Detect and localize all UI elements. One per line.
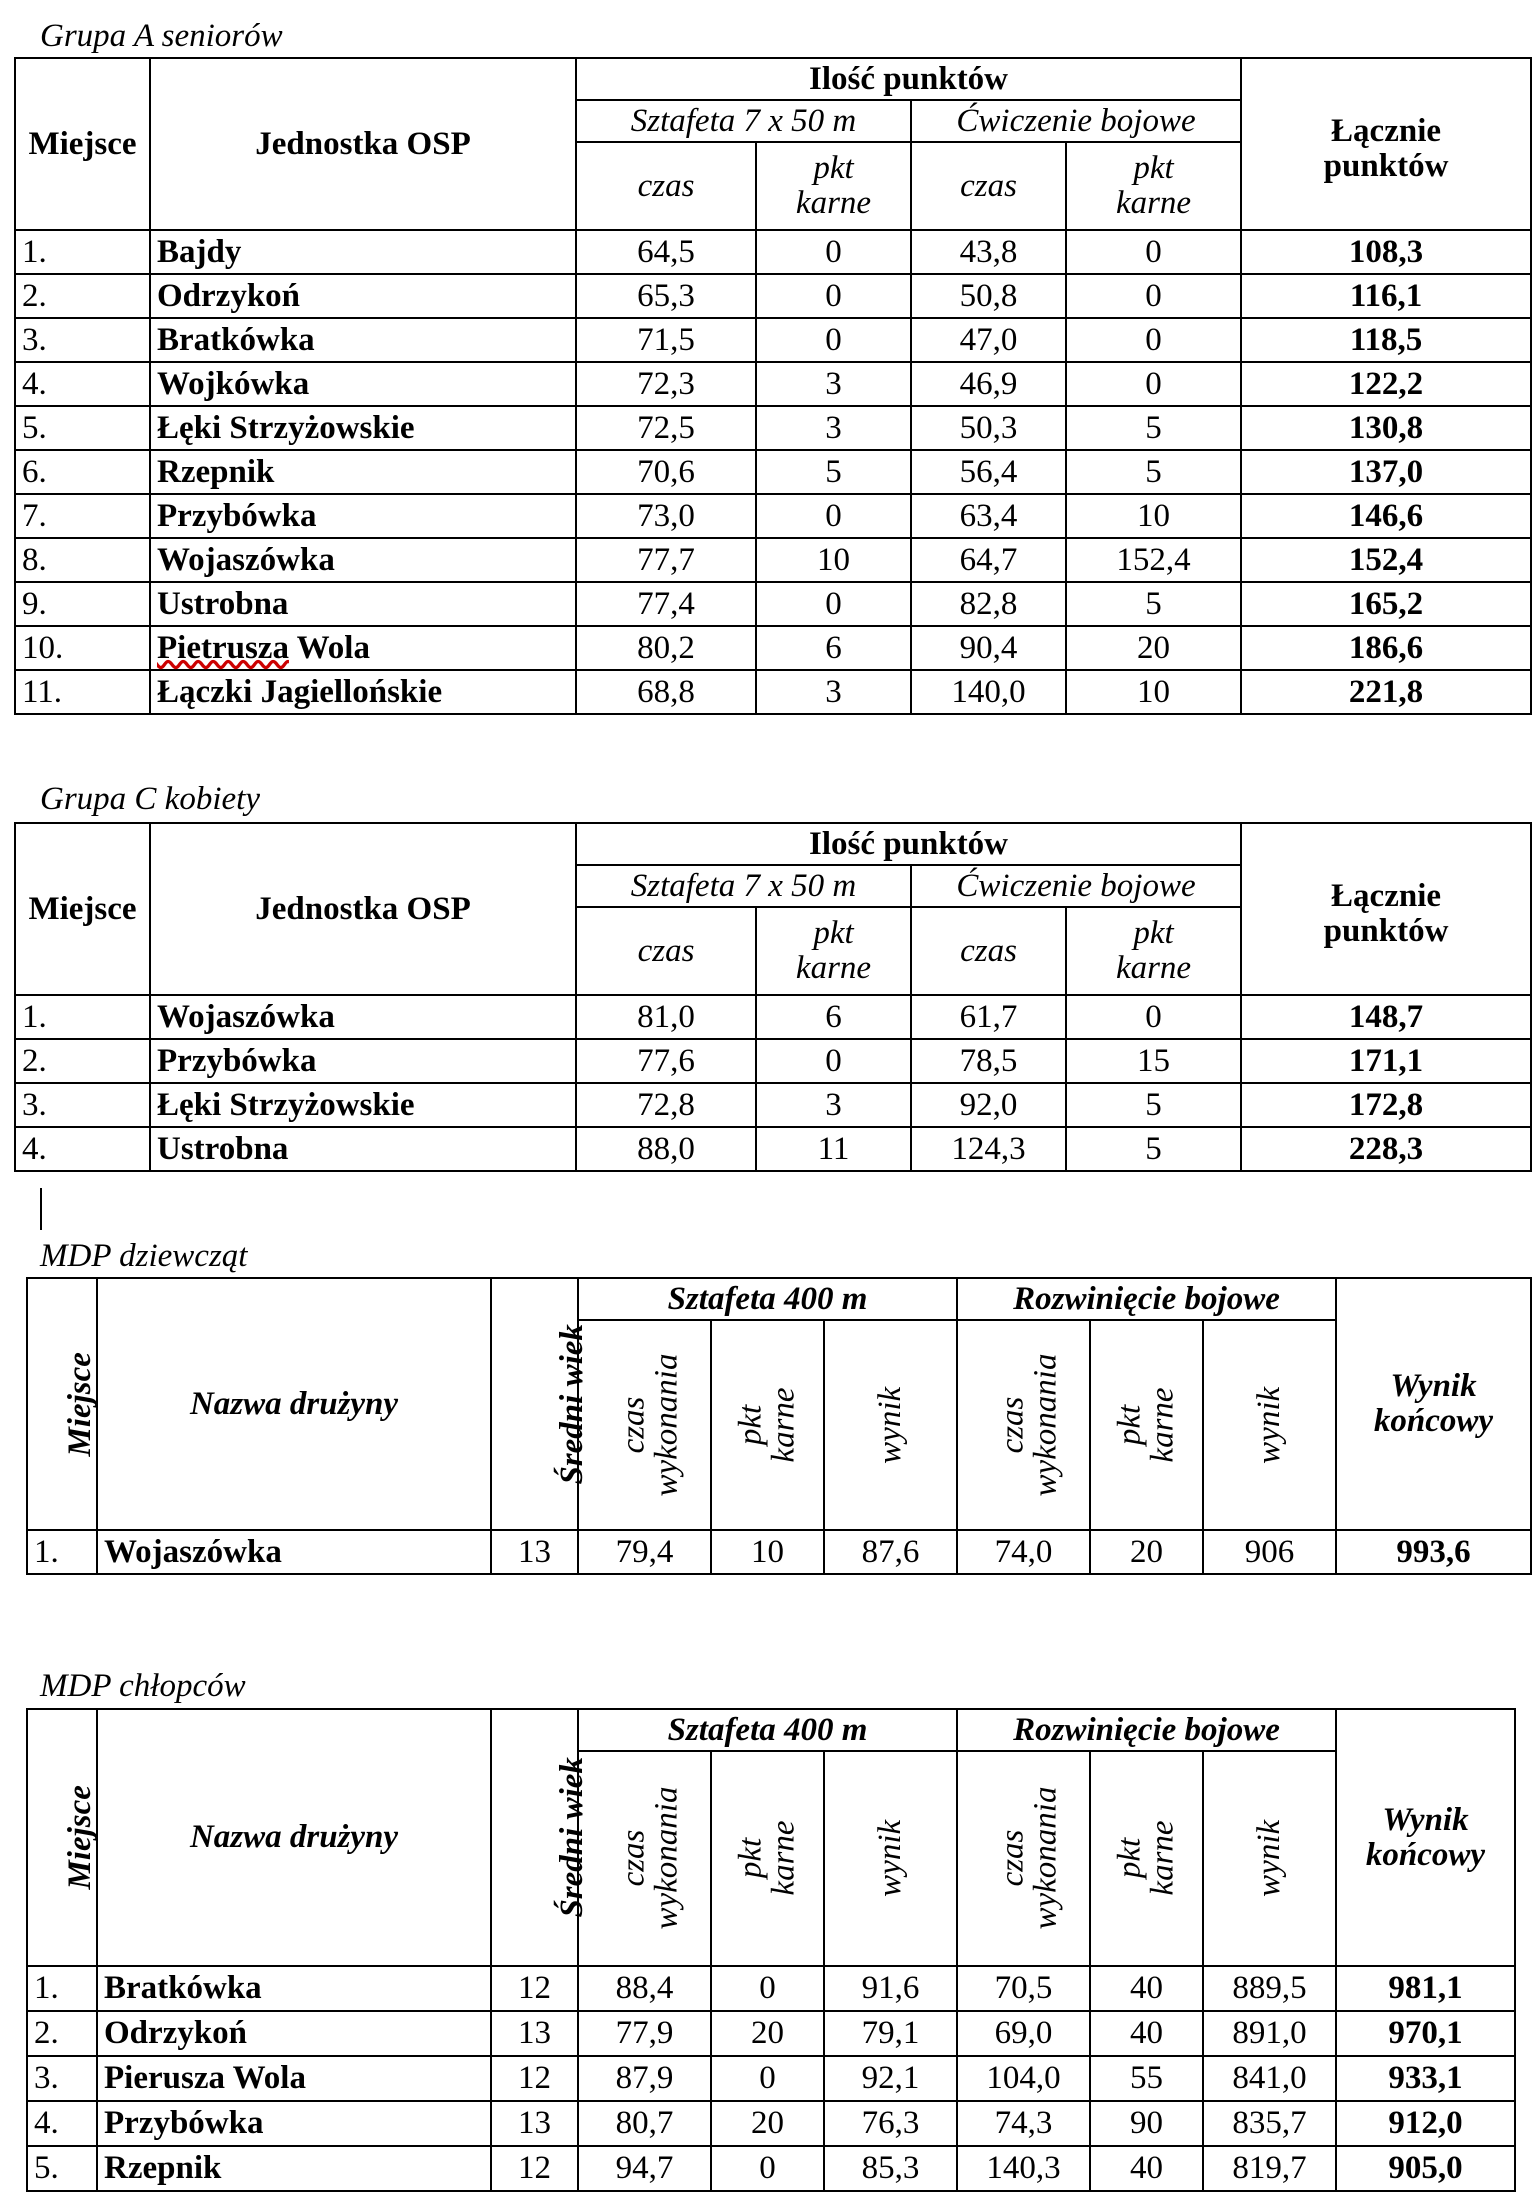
header-result: wynik [1203, 1751, 1336, 1966]
cell-p1: 3 [756, 362, 911, 406]
cell-place: 1. [15, 995, 150, 1039]
cell-total: 122,2 [1241, 362, 1531, 406]
cell-place: 4. [27, 2101, 97, 2146]
cell-t2: 140,0 [911, 670, 1066, 714]
header-penalty: pkt karne [1066, 907, 1241, 995]
cell-p1: 6 [756, 626, 911, 670]
cell-total: 137,0 [1241, 450, 1531, 494]
caption-mdp-boys: MDP chłopców [40, 1668, 246, 1704]
cell-p1: 0 [756, 1039, 911, 1083]
cell-t1: 88,0 [576, 1127, 756, 1171]
cell-p2: 0 [1066, 318, 1241, 362]
table-row [27, 2011, 1515, 2056]
header-result: wynik [824, 1751, 957, 1966]
cell-e1: 94,7 [578, 2146, 711, 2191]
cell-final: 970,1 [1336, 2011, 1515, 2056]
header-total: Łącznie punktów [1241, 823, 1531, 995]
mdp-girls-rows [27, 1530, 1531, 1574]
header-place: Miejsce [27, 1709, 97, 1966]
table-mdp-boys [26, 1708, 1516, 2192]
cell-w2: 819,7 [1203, 2146, 1336, 2191]
cell-total: 152,4 [1241, 538, 1531, 582]
cell-e1: 88,4 [578, 1966, 711, 2011]
cell-name: Bajdy [150, 230, 576, 274]
table-row [15, 494, 1531, 538]
header-age: Średni wiek [491, 1709, 578, 1966]
cell-e1: 79,4 [578, 1530, 711, 1574]
cell-t1: 77,7 [576, 538, 756, 582]
header-deploy: Rozwinięcie bojowe [957, 1278, 1336, 1320]
cell-p2: 0 [1066, 362, 1241, 406]
table-row [15, 582, 1531, 626]
table-row [15, 1127, 1531, 1171]
cell-total: 116,1 [1241, 274, 1531, 318]
cell-p1: 0 [756, 582, 911, 626]
cell-e1: 80,7 [578, 2101, 711, 2146]
cell-age: 12 [491, 2056, 578, 2101]
cell-t2: 90,4 [911, 626, 1066, 670]
header-deploy: Rozwinięcie bojowe [957, 1709, 1336, 1751]
cell-w1: 92,1 [824, 2056, 957, 2101]
cell-final: 905,0 [1336, 2146, 1515, 2191]
cell-k2: 40 [1090, 1966, 1203, 2011]
cell-t1: 68,8 [576, 670, 756, 714]
cell-p2: 5 [1066, 582, 1241, 626]
header-exercise: Ćwiczenie bojowe [911, 865, 1241, 907]
cell-k1: 20 [711, 2011, 824, 2056]
cell-place: 5. [15, 406, 150, 450]
cell-e2: 104,0 [957, 2056, 1090, 2101]
header-time: czas [576, 142, 756, 230]
table-row [27, 1966, 1515, 2011]
cell-k1: 10 [711, 1530, 824, 1574]
header-penalty: pkt karne [756, 907, 911, 995]
cell-t1: 72,5 [576, 406, 756, 450]
cell-t2: 63,4 [911, 494, 1066, 538]
text-cursor [40, 1188, 42, 1230]
table-group-a [14, 57, 1532, 715]
cell-t1: 71,5 [576, 318, 756, 362]
group-a-rows [15, 230, 1531, 714]
cell-t2: 92,0 [911, 1083, 1066, 1127]
table-row [15, 1083, 1531, 1127]
header-result: wynik [1203, 1320, 1336, 1530]
cell-t2: 43,8 [911, 230, 1066, 274]
cell-p1: 10 [756, 538, 911, 582]
header-time: czas [576, 907, 756, 995]
cell-name: Rzepnik [150, 450, 576, 494]
cell-place: 6. [15, 450, 150, 494]
header-penalty: pkt karne [1090, 1320, 1203, 1530]
table-row [27, 2056, 1515, 2101]
cell-place: 10. [15, 626, 150, 670]
cell-p2: 10 [1066, 494, 1241, 538]
cell-p1: 6 [756, 995, 911, 1039]
cell-name: Odrzykoń [97, 2011, 491, 2056]
cell-t1: 72,8 [576, 1083, 756, 1127]
cell-place: 1. [27, 1966, 97, 2011]
cell-name: Przybówka [150, 1039, 576, 1083]
cell-age: 13 [491, 2101, 578, 2146]
header-total: Łącznie punktów [1241, 58, 1531, 230]
cell-name: Przybówka [150, 494, 576, 538]
cell-p2: 5 [1066, 406, 1241, 450]
cell-total: 171,1 [1241, 1039, 1531, 1083]
cell-name: Odrzykoń [150, 274, 576, 318]
header-place: Miejsce [15, 58, 150, 230]
table-row [15, 538, 1531, 582]
table-row [15, 274, 1531, 318]
cell-e2: 74,3 [957, 2101, 1090, 2146]
cell-place: 2. [15, 1039, 150, 1083]
header-final: Wynik końcowy [1336, 1278, 1531, 1530]
cell-name: Wojaszówka [150, 995, 576, 1039]
table-row [15, 406, 1531, 450]
cell-p1: 3 [756, 1083, 911, 1127]
cell-t2: 124,3 [911, 1127, 1066, 1171]
cell-p2: 20 [1066, 626, 1241, 670]
header-result: wynik [824, 1320, 957, 1530]
cell-p2: 0 [1066, 995, 1241, 1039]
cell-name: Pierusza Wola [97, 2056, 491, 2101]
cell-final: 912,0 [1336, 2101, 1515, 2146]
cell-total: 118,5 [1241, 318, 1531, 362]
cell-name: Łęki Strzyżowskie [150, 406, 576, 450]
header-team: Nazwa drużyny [97, 1278, 491, 1530]
cell-total: 221,8 [1241, 670, 1531, 714]
cell-t2: 50,8 [911, 274, 1066, 318]
cell-place: 4. [15, 1127, 150, 1171]
table-mdp-girls [26, 1277, 1532, 1575]
cell-p1: 0 [756, 274, 911, 318]
cell-p1: 0 [756, 230, 911, 274]
cell-name: Łęki Strzyżowskie [150, 1083, 576, 1127]
caption-group-c: Grupa C kobiety [40, 781, 260, 817]
cell-k1: 0 [711, 2056, 824, 2101]
header-exec-time: czas wykonania [957, 1320, 1090, 1530]
cell-place: 1. [15, 230, 150, 274]
header-exec-time: czas wykonania [578, 1320, 711, 1530]
cell-e1: 87,9 [578, 2056, 711, 2101]
cell-p2: 5 [1066, 1083, 1241, 1127]
cell-place: 3. [15, 318, 150, 362]
table-row [15, 450, 1531, 494]
cell-name: Wojaszówka [150, 538, 576, 582]
cell-k1: 0 [711, 1966, 824, 2011]
cell-t1: 70,6 [576, 450, 756, 494]
cell-t2: 50,3 [911, 406, 1066, 450]
cell-t2: 56,4 [911, 450, 1066, 494]
cell-p2: 0 [1066, 274, 1241, 318]
cell-place: 3. [27, 2056, 97, 2101]
cell-name: Rzepnik [97, 2146, 491, 2191]
cell-name: Ustrobna [150, 582, 576, 626]
cell-age: 13 [491, 2011, 578, 2056]
cell-p1: 0 [756, 494, 911, 538]
cell-t2: 61,7 [911, 995, 1066, 1039]
cell-p2: 5 [1066, 450, 1241, 494]
cell-name: Wojaszówka [97, 1530, 491, 1574]
cell-t1: 65,3 [576, 274, 756, 318]
table-row [15, 995, 1531, 1039]
cell-w2: 841,0 [1203, 2056, 1336, 2101]
cell-place: 4. [15, 362, 150, 406]
caption-group-a: Grupa A seniorów [40, 18, 283, 54]
cell-w2: 891,0 [1203, 2011, 1336, 2056]
cell-name: Bratkówka [97, 1966, 491, 2011]
cell-final: 981,1 [1336, 1966, 1515, 2011]
cell-p2: 152,4 [1066, 538, 1241, 582]
cell-p1: 11 [756, 1127, 911, 1171]
cell-w1: 91,6 [824, 1966, 957, 2011]
cell-total: 108,3 [1241, 230, 1531, 274]
header-unit: Jednostka OSP [150, 823, 576, 995]
cell-t1: 80,2 [576, 626, 756, 670]
cell-place: 1. [27, 1530, 97, 1574]
cell-place: 2. [15, 274, 150, 318]
header-place: Miejsce [15, 823, 150, 995]
cell-t1: 81,0 [576, 995, 756, 1039]
cell-w1: 85,3 [824, 2146, 957, 2191]
cell-k2: 55 [1090, 2056, 1203, 2101]
header-time: czas [911, 142, 1066, 230]
cell-k1: 20 [711, 2101, 824, 2146]
cell-place: 2. [27, 2011, 97, 2056]
header-unit: Jednostka OSP [150, 58, 576, 230]
header-points: Ilość punktów [576, 823, 1241, 865]
cell-e2: 74,0 [957, 1530, 1090, 1574]
cell-age: 12 [491, 1966, 578, 2011]
caption-mdp-girls: MDP dziewcząt [40, 1238, 248, 1274]
table-row [15, 318, 1531, 362]
header-exercise: Ćwiczenie bojowe [911, 100, 1241, 142]
cell-p1: 5 [756, 450, 911, 494]
cell-total: 186,6 [1241, 626, 1531, 670]
cell-p2: 15 [1066, 1039, 1241, 1083]
cell-e2: 70,5 [957, 1966, 1090, 2011]
cell-t2: 82,8 [911, 582, 1066, 626]
cell-final: 993,6 [1336, 1530, 1531, 1574]
header-team: Nazwa drużyny [97, 1709, 491, 1966]
cell-age: 13 [491, 1530, 578, 1574]
table-row [15, 230, 1531, 274]
header-exec-time: czas wykonania [578, 1751, 711, 1966]
cell-total: 165,2 [1241, 582, 1531, 626]
cell-p1: 3 [756, 406, 911, 450]
cell-place: 9. [15, 582, 150, 626]
cell-name: Ustrobna [150, 1127, 576, 1171]
cell-e1: 77,9 [578, 2011, 711, 2056]
cell-w1: 87,6 [824, 1530, 957, 1574]
table-row [15, 626, 1531, 670]
cell-final: 933,1 [1336, 2056, 1515, 2101]
cell-t1: 73,0 [576, 494, 756, 538]
cell-name: Wojkówka [150, 362, 576, 406]
cell-place: 5. [27, 2146, 97, 2191]
cell-name: Przybówka [97, 2101, 491, 2146]
cell-t1: 72,3 [576, 362, 756, 406]
cell-total: 172,8 [1241, 1083, 1531, 1127]
table-row [15, 362, 1531, 406]
cell-place: 11. [15, 670, 150, 714]
header-penalty: pkt karne [711, 1320, 824, 1530]
header-exec-time: czas wykonania [957, 1751, 1090, 1966]
cell-total: 228,3 [1241, 1127, 1531, 1171]
cell-name: Bratkówka [150, 318, 576, 362]
cell-t2: 78,5 [911, 1039, 1066, 1083]
table-row [27, 2101, 1515, 2146]
cell-t1: 77,6 [576, 1039, 756, 1083]
cell-k2: 90 [1090, 2101, 1203, 2146]
cell-total: 130,8 [1241, 406, 1531, 450]
cell-t2: 47,0 [911, 318, 1066, 362]
cell-e2: 140,3 [957, 2146, 1090, 2191]
cell-total: 148,7 [1241, 995, 1531, 1039]
cell-w1: 79,1 [824, 2011, 957, 2056]
table-row [15, 670, 1531, 714]
header-age: Średni wiek [491, 1278, 578, 1530]
cell-k1: 0 [711, 2146, 824, 2191]
cell-w2: 835,7 [1203, 2101, 1336, 2146]
cell-w2: 889,5 [1203, 1966, 1336, 2011]
header-relay: Sztafeta 7 x 50 m [576, 100, 911, 142]
table-row [27, 2146, 1515, 2191]
header-place: Miejsce [27, 1278, 97, 1530]
cell-t2: 46,9 [911, 362, 1066, 406]
header-final: Wynik końcowy [1336, 1709, 1515, 1966]
cell-place: 8. [15, 538, 150, 582]
cell-w2: 906 [1203, 1530, 1336, 1574]
cell-name: Pietrusza Wola [150, 626, 576, 670]
header-relay-400: Sztafeta 400 m [578, 1278, 957, 1320]
header-time: czas [911, 907, 1066, 995]
cell-e2: 69,0 [957, 2011, 1090, 2056]
header-penalty: pkt karne [1066, 142, 1241, 230]
cell-k2: 20 [1090, 1530, 1203, 1574]
cell-t1: 64,5 [576, 230, 756, 274]
cell-p2: 10 [1066, 670, 1241, 714]
header-relay: Sztafeta 7 x 50 m [576, 865, 911, 907]
cell-name: Łączki Jagiellońskie [150, 670, 576, 714]
cell-place: 3. [15, 1083, 150, 1127]
cell-p2: 5 [1066, 1127, 1241, 1171]
cell-place: 7. [15, 494, 150, 538]
header-penalty: pkt karne [1090, 1751, 1203, 1966]
table-row [27, 1530, 1531, 1574]
cell-p1: 0 [756, 318, 911, 362]
cell-t2: 64,7 [911, 538, 1066, 582]
header-relay-400: Sztafeta 400 m [578, 1709, 957, 1751]
cell-k2: 40 [1090, 2011, 1203, 2056]
cell-t1: 77,4 [576, 582, 756, 626]
header-penalty: pkt karne [711, 1751, 824, 1966]
cell-p1: 3 [756, 670, 911, 714]
cell-p2: 0 [1066, 230, 1241, 274]
cell-w1: 76,3 [824, 2101, 957, 2146]
cell-total: 146,6 [1241, 494, 1531, 538]
table-row [15, 1039, 1531, 1083]
mdp-boys-rows [27, 1966, 1515, 2191]
header-penalty: pkt karne [756, 142, 911, 230]
header-points: Ilość punktów [576, 58, 1241, 100]
table-group-c [14, 822, 1532, 1172]
cell-age: 12 [491, 2146, 578, 2191]
cell-k2: 40 [1090, 2146, 1203, 2191]
group-c-rows [15, 995, 1531, 1171]
